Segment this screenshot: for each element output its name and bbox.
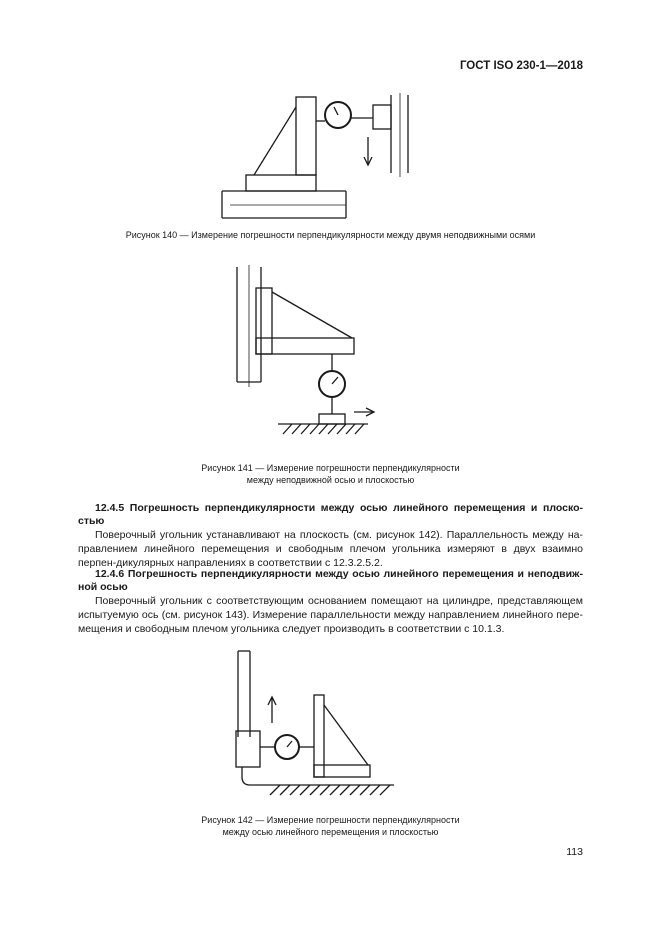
document-header: ГОСТ ISO 230-1—2018 — [459, 60, 583, 72]
figure-140-drawing — [210, 85, 420, 225]
figure-141-caption-line1: Рисунок 141 — Измерение погрешности перпендикулярности — [201, 463, 460, 473]
figure-142-caption-line2: между осью линейного перемещения и плоскостью — [222, 827, 439, 837]
section-12-4-6-body: Поверочный угольник с соответствующим основанием помещают на цилиндре, представляющем испытуемую ось (см. рисунок 143). Измерение параллельности между направлением линейного пере-мещения и свободным плечом угольника следует производить в соответствии с 10.1.3. — [78, 595, 583, 635]
figure-142-caption — [60, 814, 601, 838]
figure-142-drawing — [230, 645, 400, 805]
figure-140-caption: Рисунок 140 — Измерение погрешности перпендикулярности между двумя неподвижными осями — [125, 230, 536, 240]
section-12-4-5-heading: 12.4.5 Погрешность перпендикулярности между осью линейного перемещения и плоско-стью — [78, 502, 583, 527]
figure-142-caption-line1: Рисунок 142 — Измерение погрешности перпендикулярности — [201, 815, 460, 825]
figure-141-caption — [60, 462, 601, 486]
figure-141-drawing — [228, 262, 378, 442]
page-number: 113 — [566, 846, 583, 858]
figure-141-caption-line2: между неподвижной осью и плоскостью — [246, 475, 415, 485]
section-12-4-5-body: Поверочный угольник устанавливают на плоскость (см. рисунок 142). Параллельность между на-правлением линейного перемещения и свободным плечом угольника измеряют в двух взаимно перпен-дикулярных направлениях в соответствии с 12.3.2.5.2. — [78, 529, 583, 569]
section-12-4-6-heading: 12.4.6 Погрешность перпендикулярности между осью линейного перемещения и неподвиж-ной осью — [78, 568, 583, 593]
